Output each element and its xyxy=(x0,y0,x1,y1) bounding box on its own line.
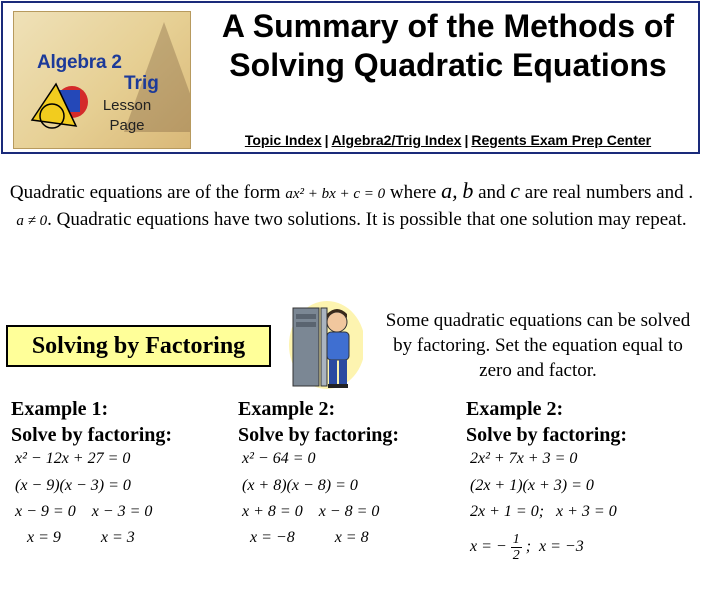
example-subheading: Solve by factoring: xyxy=(238,424,400,446)
header-panel xyxy=(1,1,700,154)
student-at-locker-illustration xyxy=(285,300,363,392)
example-subheading: Solve by factoring: xyxy=(466,424,628,446)
var-c: c xyxy=(510,178,521,203)
topic-index-link[interactable]: Topic Index xyxy=(244,132,322,148)
intro-where: where xyxy=(389,182,437,203)
nav-links xyxy=(203,132,693,148)
example-3 xyxy=(466,396,696,563)
intro-paragraph xyxy=(8,178,695,234)
fraction-numerator: 1 xyxy=(512,532,520,547)
logo-line1: Algebra 2 xyxy=(37,52,122,73)
logo-line2: Trig xyxy=(124,73,159,94)
equation-line: (x + 8)(x − 8) = 0 xyxy=(242,477,358,494)
fraction-denominator: 2 xyxy=(512,548,520,563)
intro-text-2: are real numbers and . xyxy=(524,182,694,203)
intro-text-3: . Quadratic equations have two solutions. It is possible that one solution may repeat. xyxy=(47,209,687,230)
equation-line: x² − 12x + 27 = 0 xyxy=(15,450,131,467)
example-subheading: Solve by factoring: xyxy=(11,424,173,446)
equation-line: (x − 9)(x − 3) = 0 xyxy=(15,477,131,494)
equation-line: x = −8 x = 8 xyxy=(250,529,369,546)
equation-line: x = 9 x = 3 xyxy=(27,529,135,546)
one-half-fraction xyxy=(511,532,522,563)
nav-separator: | xyxy=(324,132,329,148)
equation-line-fraction xyxy=(470,532,584,563)
equation-line: (2x + 1)(x + 3) = 0 xyxy=(470,477,594,494)
example-1 xyxy=(11,396,241,546)
var-b: b xyxy=(462,178,474,203)
logo-line3: Lesson xyxy=(102,97,152,114)
logo-lesson-page xyxy=(94,96,160,136)
geometry-shapes-icon xyxy=(28,80,98,140)
a-not-zero-formula: a ≠ 0 xyxy=(16,213,48,229)
x-equals-neg3: ; x = −3 xyxy=(525,538,584,556)
section-title: Solving by Factoring xyxy=(6,325,271,367)
general-form-formula: ax² + bx + c = 0 xyxy=(285,186,386,202)
example-2 xyxy=(238,396,468,546)
intro-and: and xyxy=(478,182,506,203)
page-title: A Summary of the Methods of Solving Quadratic Equations xyxy=(221,8,675,83)
nav-separator: | xyxy=(464,132,469,148)
intro-text-1: Quadratic equations are of the form xyxy=(9,182,281,203)
section-description: Some quadratic equations can be solved by factoring. Set the equation equal to zero and factor. xyxy=(385,310,691,381)
x-equals-neg: x = − xyxy=(470,538,507,556)
algebra2-trig-index-link[interactable]: Algebra2/Trig Index xyxy=(331,132,462,148)
logo-line4: Page xyxy=(109,117,145,134)
example-heading: Example 1: xyxy=(11,398,109,420)
var-a: a, xyxy=(441,178,458,203)
equation-line: x − 9 = 0 x − 3 = 0 xyxy=(15,503,153,520)
algebra2-trig-logo[interactable] xyxy=(13,11,191,149)
equation-line: 2x + 1 = 0; x + 3 = 0 xyxy=(470,503,617,520)
equation-line: 2x² + 7x + 3 = 0 xyxy=(470,450,578,467)
example-heading: Example 2: xyxy=(238,398,336,420)
regents-exam-prep-link[interactable]: Regents Exam Prep Center xyxy=(471,132,652,148)
example-heading: Example 2: xyxy=(466,398,564,420)
equation-line: x² − 64 = 0 xyxy=(242,450,316,467)
equation-line: x + 8 = 0 x − 8 = 0 xyxy=(242,503,380,520)
